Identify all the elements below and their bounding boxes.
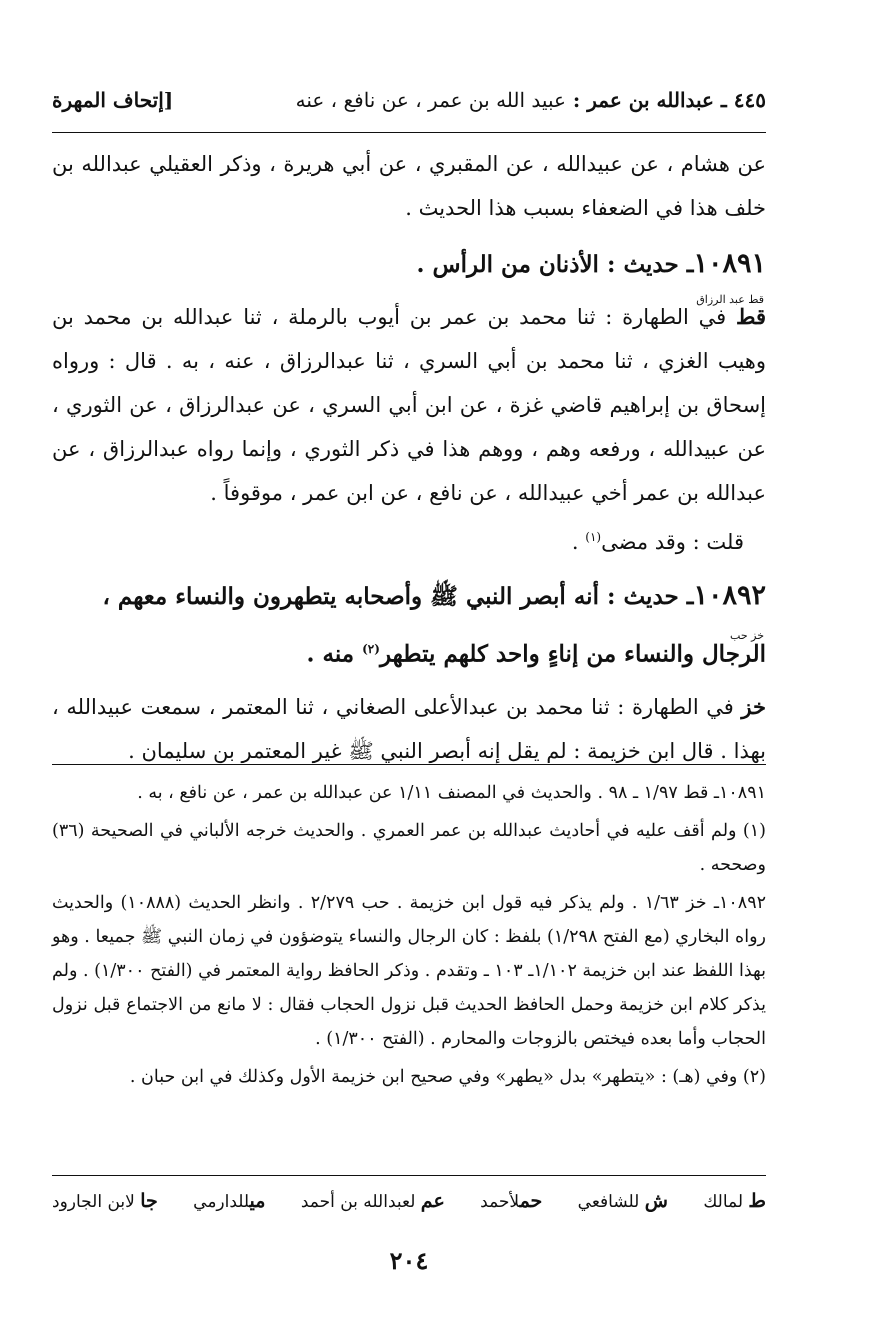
entry-text-10892 xyxy=(52,685,766,773)
header-number: ٤٤٥ xyxy=(733,88,766,112)
legend-item: حملأحمد xyxy=(480,1190,543,1212)
legend-item: ميللدارمي xyxy=(193,1190,266,1212)
entry-heading-10892-cont xyxy=(52,625,766,679)
entry-body: في الطهارة : ثنا محمد بن عبدالأعلى الصغاني ، ثنا المعتمر ، سمعت عبيدالله ، بهذا . قال ابن خزيمة : لم يقل إنه أبصر النبي ﷺ غير المعتمر بن سليمان . xyxy=(52,694,766,763)
entry-siglum: قط عبد الرزاق xyxy=(696,293,764,306)
entry-note-10891 xyxy=(52,515,766,564)
page-number: ٢٠٤ xyxy=(389,1246,429,1275)
footnote-ref: (١) xyxy=(585,530,602,544)
note-text: قلت : وقد مضى xyxy=(601,530,744,554)
footnote-ref: (٢) xyxy=(362,642,380,656)
footnote-10892: ١٠٨٩٢ـ خز ١/٦٣ . ولم يذكر فيه قول ابن خزيمة . حب ٢/٢٧٩ . وانظر الحديث (١٠٨٨٨) والحديث رواه البخاري (مع الفتح ١/٢٩٨) بلفظ : كان الرجال والنساء يتوضؤون في زمان النبي ﷺ جميعا . وهو بهذا اللفظ عند ابن خزيمة ١/١٠٢ـ ١٠٣ ـ وتقدم . وذكر الحافظ رواية المعتمر في (الفتح ١/٣٠٠) . ولم يذكر كلام ابن خزيمة وحمل الحافظ الحديث قبل نزول الحجاب فقال : لا مانع من الاجتماع قبل نزول الحجاب وأما بعده فيختص بالزوجات والمحارم . (الفتح ١/٣٠٠) . xyxy=(52,893,766,1049)
entry-heading-10891 xyxy=(52,240,766,306)
footnote-1: (١) ولم أقف عليه في أحاديث عبدالله بن عمر العمري . والحديث خرجه الألباني في الصحيحة (٣٦) وصححه . xyxy=(52,821,766,875)
entry-title-b: الرجال والنساء من إناءٍ واحد كلهم يتطهر xyxy=(379,640,766,668)
legend-item: جا لابن الجارود xyxy=(52,1190,158,1212)
source-abbr: قط xyxy=(736,304,766,329)
entry-text-10891 xyxy=(52,295,766,515)
header-title: ٤٤٥ ـ عبدالله بن عمر : عبيد الله بن عمر ، عن نافع ، عنه xyxy=(295,88,766,112)
entry-heading-10892 xyxy=(52,572,766,642)
legend-rule xyxy=(52,1175,766,1176)
intro-line-1: عن هشام ، عن عبيدالله ، عن المقبري ، عن أبي هريرة ، وذكر العقيلي عبدالله بن xyxy=(52,152,766,176)
header-book-title: [إتحاف المهرة xyxy=(52,88,174,112)
header-title-main: عبدالله بن عمر : xyxy=(572,88,714,112)
running-header xyxy=(52,88,766,118)
legend-item: ط لمالك xyxy=(703,1190,766,1212)
intro-line-2: خلف هذا في الضعفاء بسبب هذا الحديث . xyxy=(405,196,766,220)
main-text xyxy=(52,142,766,773)
abbreviation-legend xyxy=(52,1190,766,1212)
legend-item: عم لعبدالله بن أحمد xyxy=(300,1190,445,1212)
entry-title-c: منه . xyxy=(306,640,363,668)
entry-number: ١٠٨٩٢ xyxy=(693,580,766,611)
note-end: . xyxy=(571,530,586,554)
entry-body: في الطهارة : ثنا محمد بن عمر بن أيوب بالرملة ، ثنا عبدالله بن محمد بن وهيب الغزي ، ثنا محمد بن أبي السري ، ثنا عبدالرزاق ، عنه ، به . قال : ورواه إسحاق بن إبراهيم قاضي غزة ، عن ابن أبي السري ، عن عبدالرزاق ، عن الثوري ، عن عبيدالله ، ورفعه وهم ، ووهم هذا في ذكر الثوري ، وإنما رواه عبدالرزاق ، عن عبدالله بن عمر أخي عبيدالله ، عن نافع ، عن ابن عمر ، موقوفاً . xyxy=(52,305,766,505)
legend-item: ش للشافعي xyxy=(577,1190,668,1212)
footnote-10891: ١٠٨٩١ـ قط ١/٩٧ ـ ٩٨ . والحديث في المصنف ١/١١ عن عبدالله بن عمر ، عن نافع ، به . xyxy=(137,783,766,803)
entry-title-a: ـ حديث : أنه أبصر النبي ﷺ وأصحابه يتطهرون والنساء معهم ، xyxy=(102,583,694,610)
source-abbr: خز xyxy=(741,693,766,719)
header-rule xyxy=(52,132,766,133)
footnote-rule xyxy=(52,764,766,765)
entry-siglum: خز حب xyxy=(730,629,764,642)
footnotes xyxy=(52,776,766,1098)
footnote-2: (٢) وفي (هـ) : «يتطهر» بدل «يطهر» وفي صحيح ابن خزيمة الأول وكذلك في ابن حبان . xyxy=(129,1067,766,1087)
entry-number: ١٠٨٩١ xyxy=(693,248,766,279)
header-title-rest: عبيد الله بن عمر ، عن نافع ، عنه xyxy=(295,88,566,112)
entry-title: ـ حديث : الأذنان من الرأس . xyxy=(416,251,694,278)
